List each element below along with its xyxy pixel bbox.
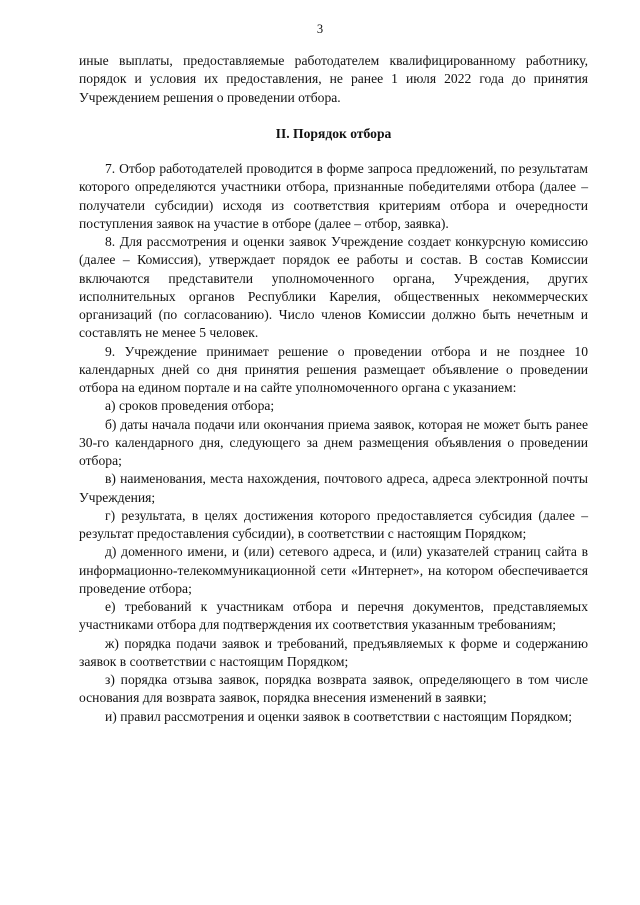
paragraph-item-8: 8. Для рассмотрения и оценки заявок Учреждение создает конкурсную комиссию (далее – Комиссия), утверждает порядок ее работы и состав. В состав Комиссии включаются представители уполномоченного органа, Учреждения, других исполнительных органов Республики Карелия, общественных некоммерческих организаций (по согласованию). Число членов Комиссии должно быть нечетным и составлять не менее 5 человек. [79,234,588,341]
subitem-d: д) доменного имени, и (или) сетевого адреса, и (или) указателей страниц сайта в информационно-телекоммуникационной сети «Интернет», на котором обеспечивается проведение отбора; [79,544,588,596]
subitem-g: г) результата, в целях достижения которого предоставляется субсидия (далее – результат предоставления субсидии), в соответствии с настоящим Порядком; [79,507,588,541]
subitem-v: в) наименования, места нахождения, почтового адреса, адреса электронной почты Учреждения; [79,471,588,505]
subitem-zh: ж) порядка подачи заявок и требований, предъявляемых к форме и содержанию заявок в соответствии с настоящим Порядком; [79,635,588,669]
document-body [79,52,588,726]
paragraph-continuation: иные выплаты, предоставляемые работодателем квалифицированному работнику, порядок и условия их предоставления, не ранее 1 июля 2022 года до принятия Учреждением решения о проведении отбора. [79,53,588,105]
subitem-a: а) сроков проведения отбора; [105,398,275,414]
section-heading: II. Порядок отбора [275,125,392,141]
paragraph-item-7: 7. Отбор работодателей проводится в форме запроса предложений, по результатам которого определяются участники отбора, признанные победителями отбора (далее – получатели субсидии) исходя из соответствия критериям отбора и очередности поступления заявок на участие в отборе (далее – отбор, заявка). [79,161,588,231]
subitem-z: з) порядка отзыва заявок, порядка возврата заявок, определяющего в том числе основания для возврата заявок, порядка внесения изменений в заявки; [79,672,588,706]
subitem-i: и) правил рассмотрения и оценки заявок в соответствии с настоящим Порядком; [105,708,573,724]
paragraph-item-9: 9. Учреждение принимает решение о проведении отбора и не позднее 10 календарных дней со дня принятия решения размещает объявление о проведении отбора на едином портале и на сайте уполномоченного органа с указанием: [79,343,588,395]
subitem-b: б) даты начала подачи или окончания приема заявок, которая не может быть ранее 30-го календарного дня, следующего за днем размещения объявления о проведении отбора; [79,416,588,468]
subitem-e: е) требований к участникам отбора и перечня документов, представляемых участниками отбора для подтверждения их соответствия указанным требованиям; [79,599,588,633]
page-number: 3 [316,22,324,36]
